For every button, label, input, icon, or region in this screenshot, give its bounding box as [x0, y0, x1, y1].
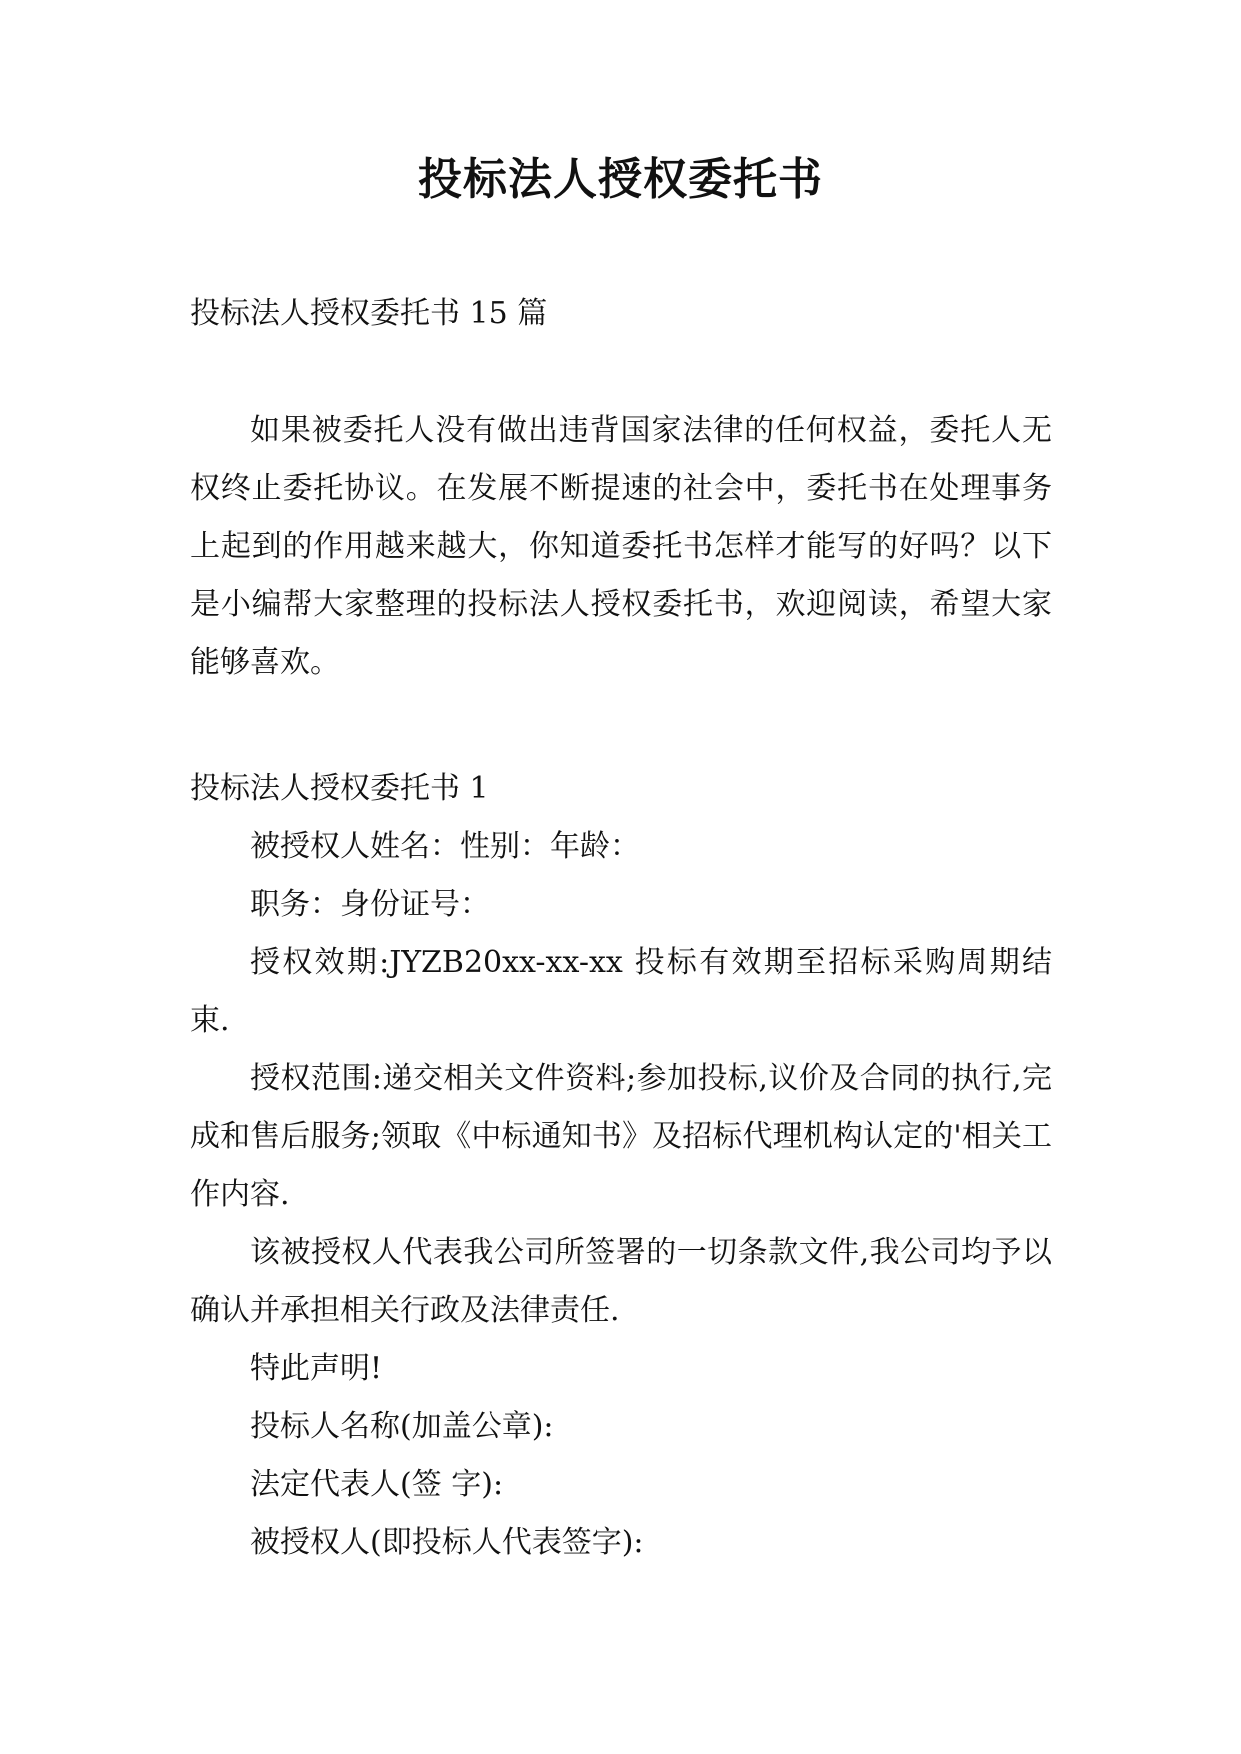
- document-subtitle: 投标法人授权委托书 15 篇: [190, 296, 548, 331]
- authorized-person-field: 被授权人(即投标人代表签字):: [250, 1525, 644, 1560]
- field-position-id: 职务：身份证号：: [250, 887, 490, 922]
- liability-statement: 该被授权人代表我公司所签署的一切条款文件,我公司均予以确认并承担相关行政及法律责任.: [190, 1235, 1052, 1328]
- legal-representative-field: 法定代表人(签 字):: [250, 1467, 504, 1502]
- document-title: 投标法人授权委托书: [418, 154, 823, 205]
- bidder-name-field: 投标人名称(加盖公章):: [250, 1409, 554, 1444]
- section-heading: 投标法人授权委托书 1: [190, 771, 489, 806]
- field-name-gender-age: 被授权人姓名：性别：年龄：: [250, 829, 640, 864]
- authorization-scope: 授权范围:递交相关文件资料;参加投标,议价及合同的执行,完成和售后服务;领取《中标通知书》及招标代理机构认定的'相关工作内容.: [190, 1061, 1052, 1212]
- section-body: [190, 818, 1052, 1572]
- authorization-period: 授权效期:JYZB20xx-xx-xx 投标有效期至招标采购周期结束.: [190, 945, 1052, 1038]
- declaration: 特此声明!: [250, 1351, 383, 1386]
- intro-paragraph: 如果被委托人没有做出违背国家法律的任何权益，委托人无权终止委托协议。在发展不断提速的社会中，委托书在处理事务上起到的作用越来越大，你知道委托书怎样才能写的好吗？以下是小编帮大家整理的投标法人授权委托书，欢迎阅读，希望大家能够喜欢。: [190, 413, 1052, 680]
